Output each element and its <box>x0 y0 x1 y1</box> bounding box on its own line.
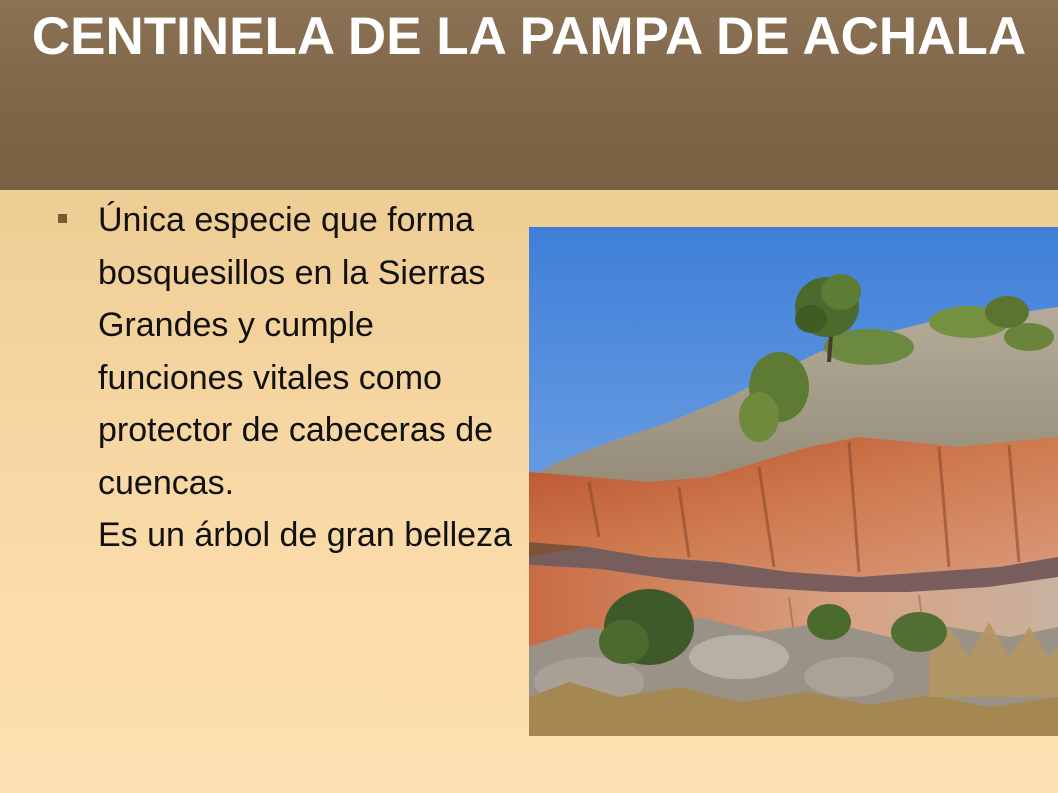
slide-title: CENTINELA DE LA PAMPA DE ACHALA <box>31 7 1027 66</box>
slide-body <box>58 194 518 562</box>
bullet-text <box>98 194 518 562</box>
bullet-paragraph-1: Única especie que forma bosquesillos en la Sierras Grandes y cumple funciones vitales como protector de cabeceras de cuencas. <box>98 201 494 502</box>
cliff-photo <box>529 227 1058 736</box>
bullet-paragraph-2: Es un árbol de gran belleza <box>98 516 512 554</box>
square-bullet-icon <box>58 214 67 223</box>
bullet-item <box>58 194 518 562</box>
